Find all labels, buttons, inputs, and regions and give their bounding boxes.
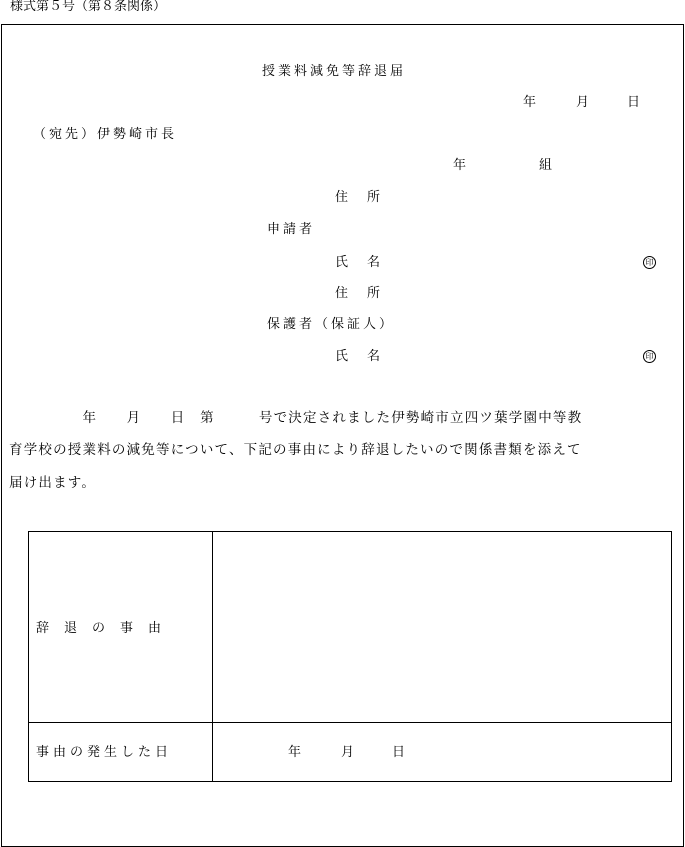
guardian-heading: 保護者（保証人） [267,317,396,332]
reason-table [28,531,672,782]
class-year-label: 年 [453,158,467,173]
guardian-name-label: 氏 名 [335,349,384,364]
addressee: （宛先）伊勢崎市長 [33,127,178,142]
table-column-divider [212,532,213,781]
applicant-address-label: 住 所 [335,190,384,205]
occurrence-day-label: 日 [392,745,406,760]
occurrence-month-label: 月 [341,745,355,760]
reason-value-field[interactable] [229,542,649,712]
body-line-3: 届け出ます。 [9,475,97,491]
date-year-label: 年 [523,95,537,110]
occurrence-label: 事由の発生した日 [36,745,173,760]
body-line-2: 育学校の授業料の減免等について、下記の事由により辞退したいので関係書類を添えて [9,442,582,458]
reason-label: 辞 退 の 事 由 [36,621,163,636]
guardian-seal-mark: 印 [643,350,656,363]
body-line-1: 年 月 日 第 号で決定されました伊勢崎市立四ツ葉学園中等教 [9,410,583,426]
class-group-label: 組 [539,158,553,173]
occurrence-year-label: 年 [288,745,302,760]
date-day-label: 日 [627,95,641,110]
table-row-divider [29,722,671,723]
form-number: 様式第５号（第８条関係） [10,0,167,14]
applicant-seal-mark: 印 [643,256,656,269]
guardian-address-label: 住 所 [335,286,384,301]
form-title: 授業料減免等辞退届 [262,64,407,79]
applicant-name-label: 氏 名 [335,255,384,270]
date-month-label: 月 [576,95,590,110]
applicant-heading: 申請者 [267,222,316,237]
